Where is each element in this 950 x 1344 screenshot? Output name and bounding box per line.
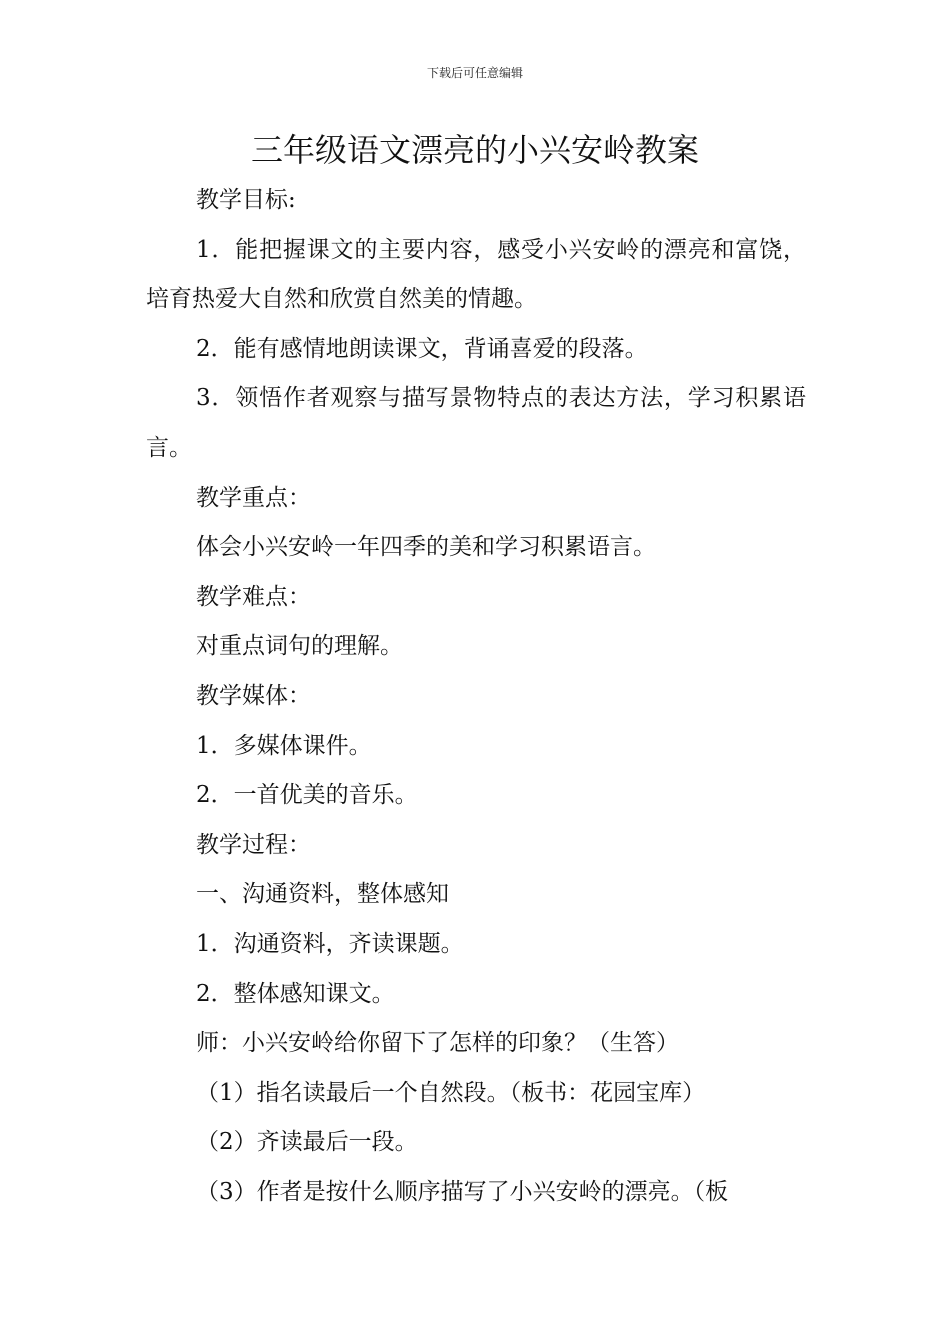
section-heading: 教学过程： xyxy=(196,831,311,858)
section-heading: 教学媒体： xyxy=(196,682,311,709)
paragraph: 体会小兴安岭一年四季的美和学习积累语言。 xyxy=(196,534,656,561)
paragraph: 2．能有感情地朗读课文，背诵喜爱的段落。 xyxy=(196,335,648,362)
header-note: 下载后可任意编辑 xyxy=(426,66,523,80)
document-title: 三年级语文漂亮的小兴安岭教案 xyxy=(250,131,699,169)
document-body xyxy=(146,176,806,1217)
paragraph: 1．能把握课文的主要内容，感受小兴安岭的漂亮和富饶，培育热爱大自然和欣赏自然美的情趣。 xyxy=(146,236,806,313)
list-item: 2．整体感知课文。 xyxy=(196,980,395,1007)
list-item: （3）作者是按什么顺序描写了小兴安岭的漂亮。（板 xyxy=(196,1178,729,1205)
list-item: 1．沟通资料，齐读课题。 xyxy=(196,930,464,957)
paragraph: 对重点词句的理解。 xyxy=(196,633,403,660)
list-item: 1．多媒体课件。 xyxy=(196,732,372,759)
list-item: 2．一首优美的音乐。 xyxy=(196,782,418,809)
section-heading: 教学难点： xyxy=(196,583,311,610)
paragraph: 3．领悟作者观察与描写景物特点的表达方法，学习积累语言。 xyxy=(146,385,806,461)
list-item: （2）齐读最后一段。 xyxy=(196,1129,418,1156)
subsection-heading: 一、沟通资料，整体感知 xyxy=(196,881,449,908)
paragraph: 教学目标: xyxy=(196,187,296,213)
paragraph: 师：小兴安岭给你留下了怎样的印象？（生答） xyxy=(196,1030,679,1057)
section-heading: 教学重点： xyxy=(196,484,311,511)
list-item: （1）指名读最后一个自然段。（板书：花园宝库） xyxy=(196,1079,706,1106)
